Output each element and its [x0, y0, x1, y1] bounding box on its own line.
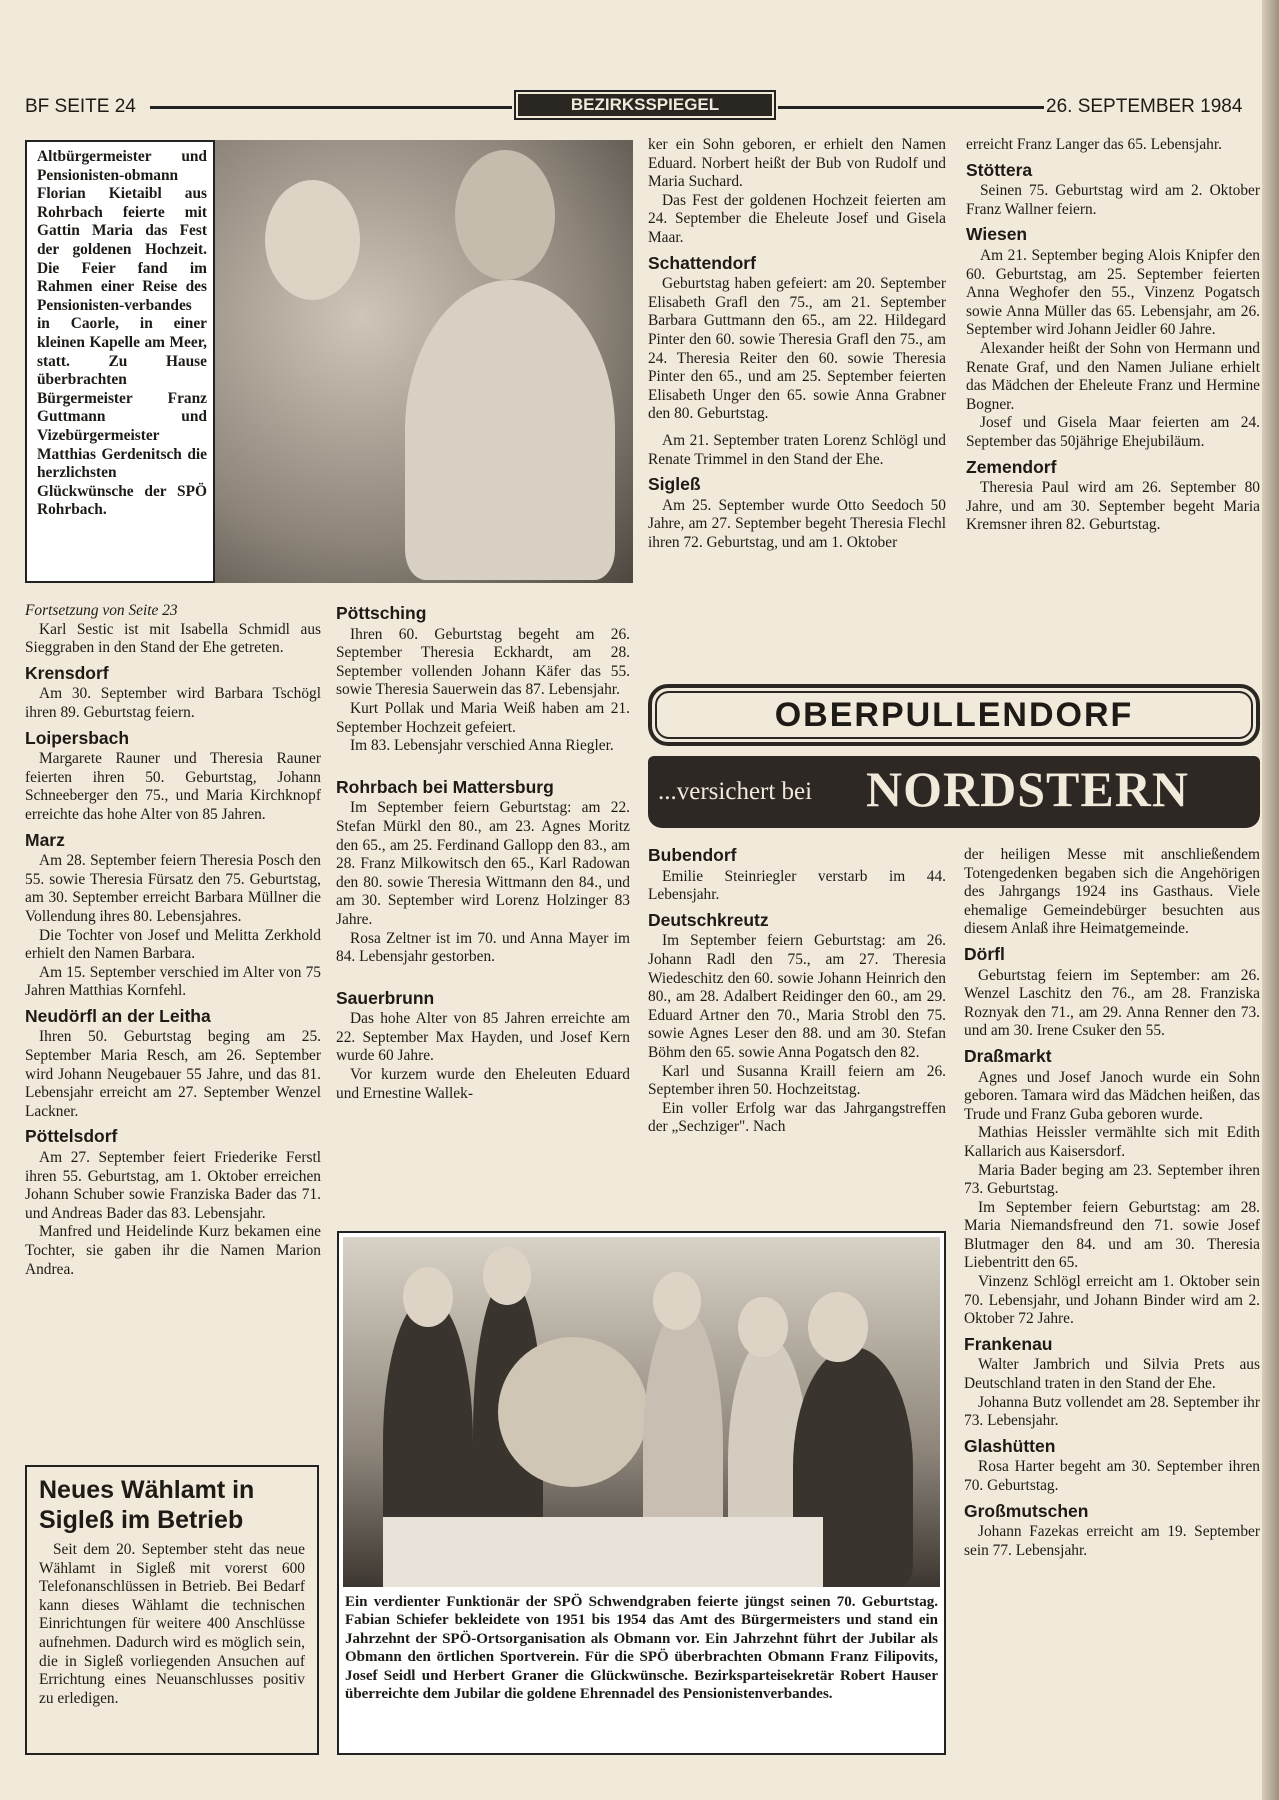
paragraph: Geburtstag feiern im September: am 26. Wenzel Laschitz den 76., am 28. Franziska Roznyak den 71., am 29. Anna Renner den 73. und am 30. Irene Csuker den 55. — [964, 966, 1260, 1040]
header-rule — [150, 106, 512, 109]
column-2 — [336, 598, 630, 1103]
paragraph: Vinzenz Schlögl erreicht am 1. Oktober sein 70. Lebensjahr, und Johann Binder wird am 2. Oktober 72 Jahre. — [964, 1273, 1260, 1328]
section-heading: Loipersbach — [25, 727, 130, 748]
ad-brand: NORDSTERN — [866, 761, 1189, 817]
continuation-note: Fortsetzung von Seite 23 — [25, 602, 178, 619]
box-title: Neues Wählamt in Sigleß im Betrieb — [39, 1476, 255, 1534]
paragraph: Johanna Butz vollendet am 28. September ihr 73. Lebensjahr. — [964, 1393, 1260, 1430]
paragraph: Ein voller Erfolg war das Jahrgangstreffen der „Sechziger". Nach — [648, 1099, 946, 1136]
paragraph: Josef und Gisela Maar feierten am 24. September das 50jährige Ehejubiläum. — [966, 414, 1260, 450]
person-face — [265, 180, 360, 300]
news-box — [25, 1465, 319, 1755]
person-face — [808, 1292, 868, 1362]
section-heading: Frankenau — [964, 1333, 1053, 1354]
photo2-caption: Ein verdienter Funktionär der SPÖ Schwendgraben feierte jüngst seinen 70. Geburtstag. Fabian Schiefer bekleidete von 1951 bis 1954 das Amt des Bürgermeisters und stand ein Jahrzehnt der SPÖ-Ortsorganisation als Obmann vor. Ein Jahrzehnt führt der Jubilar als Obmann den örtlichen Sportverein. Für die SPÖ überbrachten Obmann Franz Filipovits, Josef Seidl und Herbert Graner die Glückwünsche. Bezirksparteisekretär Robert Hauser überreichte dem Jubilar die goldene Ehrennadel des Pensionistenverbandes. — [345, 1594, 938, 1703]
paragraph: ker ein Sohn geboren, er erhielt den Namen Eduard. Norbert heißt der Bub von Rudolf und Maria Suchard. — [648, 136, 946, 191]
box-text: Seit dem 20. September steht das neue Wählamt in Sigleß mit vorerst 600 Telefonanschlüssen in Betrieb. Bei Bedarf kann dieses Wählamt die technischen Einrichtungen für weitere 400 Anschlüsse aufnehmen. Dadurch wird es möglich sein, die in Sigleß vorliegenden Ansuchen auf Errichtung eines Neuanschlusses positiv zu erledigen. — [39, 1541, 305, 1707]
column-4-lower — [964, 846, 1260, 1560]
section-heading: Bubendorf — [648, 845, 737, 865]
person-face — [483, 1247, 531, 1305]
paragraph: Manfred und Heidelinde Kurz bekamen eine Tochter, sie gaben ihr die Namen Marion Andrea. — [25, 1223, 321, 1278]
page-number: BF SEITE 24 — [25, 96, 136, 117]
paragraph: Maria Bader beging am 23. September ihren 73. Geburtstag. — [964, 1161, 1260, 1198]
paragraph: Seinen 75. Geburtstag wird am 2. Oktober Franz Wallner feiern. — [966, 182, 1260, 218]
person-body — [405, 280, 615, 580]
photo1-caption: Altbürgermeister und Pensionisten-obmann Florian Kietaibl aus Rohrbach feierte mit Gattin Maria das Fest der goldenen Hochzeit. Die Feier fand im Rahmen einer Reise des Pensionisten-verbandes in Caorle, in einer kleinen Kapelle am Meer, statt. Zu Hause überbrachten Bürgermeister Franz Guttmann und Vizebürgermeister Matthias Gerdenitsch die herzlichsten Glückwünsche der SPÖ Rohrbach. — [37, 148, 207, 519]
paragraph: erreicht Franz Langer das 65. Lebensjahr. — [966, 136, 1222, 153]
paragraph: Am 15. September verschied im Alter von 75 Jahren Matthias Kornfehl. — [25, 963, 321, 1000]
section-heading: Wiesen — [966, 224, 1028, 245]
paragraph: Im September feiern Geburtstag: am 26. Johann Radl den 75., am 27. Theresia Wiedeschitz den 60. sowie Johann Heinrich den 80., am 28. Adalbert Reidinger den 60., am 29. Eduard Artner den 70., Maria Strobl den 75. sowie Agnes Leser den 88. und am 30. Stefan Böhm den 65. sowie Anna Pogatsch den 82. — [648, 932, 946, 1061]
section-heading: Sauerbrunn — [336, 987, 435, 1008]
section-heading: Großmutschen — [964, 1500, 1089, 1521]
paragraph: Emilie Steinriegler verstarb im 44. Lebensjahr. — [648, 867, 946, 904]
paragraph: Margarete Rauner und Theresia Rauner feierten ihren 50. Geburtstag, Johann Schneeberger den 75., und Maria Kirchknopf erreichte das hohe Alter von 85 Jahren. — [25, 750, 321, 823]
section-heading: Glashütten — [964, 1435, 1056, 1456]
person-face — [738, 1297, 788, 1357]
paragraph: Agnes und Josef Janoch wurde ein Sohn geboren. Tamara wird das Mädchen heißen, das Trude und Franz Guba geboren wurde. — [964, 1068, 1260, 1123]
section-heading: Krensdorf — [25, 662, 109, 683]
gift-basket — [498, 1337, 648, 1487]
person-face — [653, 1272, 701, 1330]
section-heading: Rohrbach bei Mattersburg — [336, 776, 554, 797]
section-heading: Sigleß — [648, 474, 701, 495]
photo-golden-wedding — [213, 140, 633, 583]
person-face — [455, 150, 555, 280]
photo2-block — [337, 1231, 946, 1755]
column-4-top — [966, 136, 1260, 535]
section-heading: Deutschkreutz — [648, 909, 769, 930]
region-title: OBERPULLENDORF — [655, 691, 1253, 739]
paragraph: Geburtstag haben gefeiert: am 20. September Elisabeth Grafl den 75., am 21. September Barbara Guttmann den 65., am 22. Hildegard Pinter den 60. sowie Theresia Grafl den 75., am 24. Theresia Reiter den 60. sowie Theresia Pinter den 65., und am 25. September feierten Elisabeth Unger den 65. sowie Anna Grabner den 80. Geburtstag. — [648, 275, 946, 423]
paragraph: Am 25. September wurde Otto Seedoch 50 Jahre, am 27. September begeht Theresia Flechl ihren 72. Geburtstag, und am 1. Oktober — [648, 496, 946, 551]
paragraph: Am 21. September beging Alois Knipfer den 60. Geburtstag, am 25. September feierten Anna Weghofer den 55., Vinzenz Pogatsch sowie Anna Müller das 65. Lebensjahr, am 26. September wird Johann Jeidler 60 Jahre. — [966, 246, 1260, 339]
paragraph: Im September feiern Geburtstag: am 22. Stefan Mürkl den 80., am 23. Agnes Moritz den 65., am 25. Ferdinand Gallopp den 83., am 28. Franz Milkowitsch den 65., Karl Radowan den 80. sowie Theresia Wittmann den 84., und am 30. September wird Lorenz Holzinger 83 Jahre. — [336, 799, 630, 928]
paragraph: Rosa Zeltner ist im 70. und Anna Mayer im 84. Lebensjahr gestorben. — [336, 929, 630, 966]
section-heading: Dörfl — [964, 943, 1005, 964]
paragraph: Alexander heißt der Sohn von Hermann und Renate Graf, und den Namen Juliane erhielt das Mädchen der Eheleute Franz und Hermine Bogner. — [966, 339, 1260, 413]
photo1-block — [25, 140, 629, 583]
issue-date: 26. SEPTEMBER 1984 — [1046, 96, 1243, 117]
paragraph: Walter Jambrich und Silvia Prets aus Deutschland traten in den Stand der Ehe. — [964, 1356, 1260, 1393]
column-3-top — [648, 136, 946, 552]
photo-birthday-group — [343, 1237, 940, 1587]
section-heading: Pöttelsdorf — [25, 1126, 118, 1147]
paragraph: Das hohe Alter von 85 Jahren erreichte am 22. September Max Hayden, und Josef Kern wurde 60 Jahre. — [336, 1010, 630, 1065]
paragraph: Karl und Susanna Kraill feiern am 26. September ihren 50. Hochzeitstag. — [648, 1062, 946, 1099]
table — [383, 1517, 823, 1587]
paragraph: Ihren 50. Geburtstag beging am 25. September Maria Resch, am 26. September wird Johann Neugebauer 55 Jahre, und das 81. Lebensjahr erreicht am 27. September Wenzel Lackner. — [25, 1028, 321, 1120]
column-3-lower — [648, 840, 946, 1137]
paragraph: Das Fest der goldenen Hochzeit feierten am 24. September die Eheleute Josef und Gisela Maar. — [648, 191, 946, 246]
paragraph: Am 28. September feiern Theresia Posch den 55. sowie Theresia Fürsatz den 75. Geburtstag, am 30. September erreicht Barbara Müllner die Vollendung ihres 80. Lebensjahres. — [25, 852, 321, 925]
section-heading: Zemendorf — [966, 456, 1057, 477]
paragraph: der heiligen Messe mit anschließendem Totengedenken begaben sich die Angehörigen des Jahrgangs 1924 ins Gasthaus. Viele ehemalige Gemeindebürger besuchten aus diesem Anlaß ihre Heimatgemeinde. — [964, 846, 1260, 938]
ad-nordstern — [648, 756, 1260, 828]
person-face — [403, 1267, 453, 1327]
paragraph: Rosa Harter begeht am 30. September ihren 70. Geburtstag. — [964, 1458, 1260, 1494]
paragraph: Kurt Pollak und Maria Weiß haben am 21. September Hochzeit gefeiert. — [336, 699, 630, 736]
paragraph: Im 83. Lebensjahr verschied Anna Riegler. — [350, 737, 614, 755]
paragraph: Ihren 60. Geburtstag begeht am 26. September Theresia Eckhardt, am 28. September vollenden Johann Käfer das 55. sowie Theresia Sauerwein das 87. Lebensjahr. — [336, 625, 630, 699]
section-heading: Stöttera — [966, 159, 1033, 180]
section-heading: Schattendorf — [648, 252, 756, 273]
paragraph: Die Tochter von Josef und Melitta Zerkhold erhielt den Namen Barbara. — [25, 926, 321, 963]
region-banner — [648, 684, 1260, 746]
section-heading: Marz — [25, 829, 65, 850]
paragraph: Am 30. September wird Barbara Tschögl ihren 89. Geburtstag feiern. — [25, 685, 321, 721]
masthead: BEZIRKSSPIEGEL — [514, 90, 776, 120]
header-rule — [778, 106, 1044, 109]
paragraph: Am 27. September feiert Friederike Ferstl ihren 55. Geburtstag, am 1. Oktober erreichen Johann Schuber sowie Franziska Bader das 71. und Andreas Bader das 83. Lebensjahr. — [25, 1149, 321, 1222]
section-heading: Draßmarkt — [964, 1045, 1052, 1066]
section-heading: Neudörfl an der Leitha — [25, 1005, 211, 1026]
paragraph: Karl Sestic ist mit Isabella Schmidl aus Sieggraben in den Stand der Ehe getreten. — [25, 620, 321, 657]
paragraph: Theresia Paul wird am 26. September 80 Jahre, und am 30. September begeht Maria Kremsner ihren 82. Geburtstag. — [966, 479, 1260, 534]
paragraph: Im September feiern Geburtstag: am 28. Maria Niemandsfreund den 71. sowie Josef Blutmager den 84. und am 30. Theresia Liebentritt den 65. — [964, 1198, 1260, 1272]
section-heading: Pöttsching — [336, 603, 427, 623]
paragraph: Mathias Heissler vermählte sich mit Edith Kallarich aus Kaisersdorf. — [964, 1124, 1260, 1160]
paragraph: Johann Fazekas erreicht am 19. September sein 77. Lebensjahr. — [964, 1523, 1260, 1559]
column-1 — [25, 602, 321, 1279]
paragraph: Am 21. September traten Lorenz Schlögl und Renate Trimmel in den Stand der Ehe. — [648, 431, 946, 468]
paragraph: Vor kurzem wurde den Eheleuten Eduard und Ernestine Wallek- — [336, 1066, 630, 1102]
page-edge — [1262, 0, 1279, 1800]
ad-tagline: ...versichert bei — [658, 778, 813, 805]
